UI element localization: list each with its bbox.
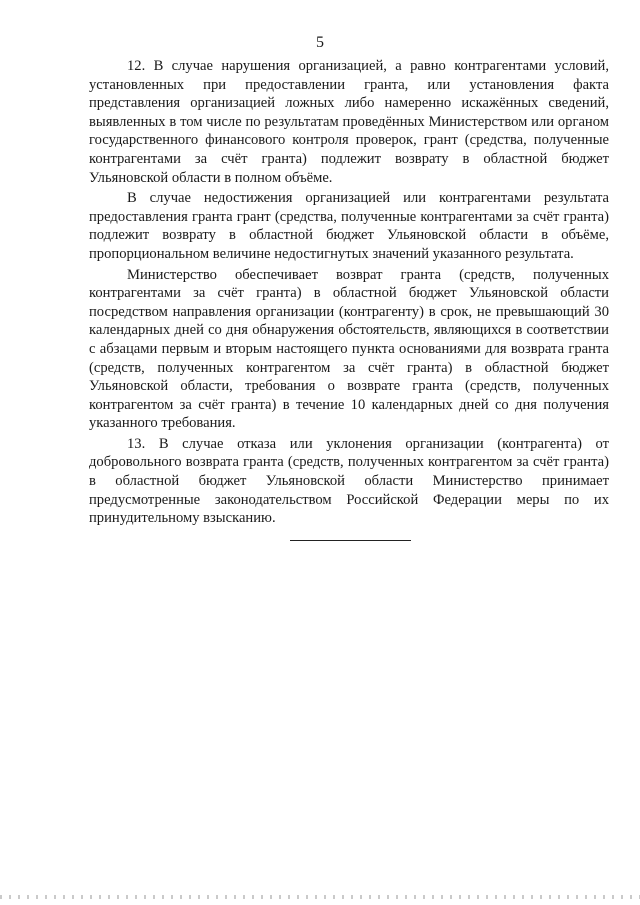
end-divider-line (290, 540, 411, 541)
paragraph-12-part-3: Министерство обеспечивает возврат гранта (средств, полученных контрагентами за счёт гранта) в областной бюджет Ульяновской области посредством направления организации (контрагенту) в срок, не превышающий 30 календарных дней со дня обнаружения обстоятельств, являющихся в соответствии с абзацами первым и вторым настоящего пункта основаниями для возврата гранта (средств, полученных контрагентом за счёт гранта) в областной бюджет Ульяновской области, требования о возврате гранта (средств, полученных контрагентом за счёт гранта) в течение 10 календарных дней со дня получения указанного требования. (89, 266, 609, 432)
scan-edge-artifact (0, 895, 640, 899)
paragraph-12-part-2: В случае недостижения организацией или контрагентами результата предоставления гранта грант (средства, полученные контрагентами за счёт гранта) подлежит возврату в областной бюджет Ульяновской области в объёме, пропорциональном величине недостигнутых значений указанного результата. (89, 190, 609, 262)
paragraph-12: 12. В случае нарушения организацией, а равно контрагентами условий, установленных при предоставлении гранта, или установления факта представления организацией ложных либо намеренно искажённых сведений, выявленных в том числе по результатам проведённых Министерством или органом государственного финансового контроля проверок, грант (средства, полученные контрагентами за счёт гранта) подлежит возврату в областной бюджет Ульяновской области в полном объёме. (89, 58, 609, 186)
page-number: 5 (316, 34, 324, 51)
paragraph-13: 13. В случае отказа или уклонения организации (контрагента) от добровольного возврата гранта (средств, полученных контрагентом за счёт гранта) в областной бюджет Ульяновской области Министерство принимает предусмотренные законодательством Российской Федерации меры по их принудительному взысканию. (89, 435, 609, 527)
document-body (89, 57, 609, 530)
